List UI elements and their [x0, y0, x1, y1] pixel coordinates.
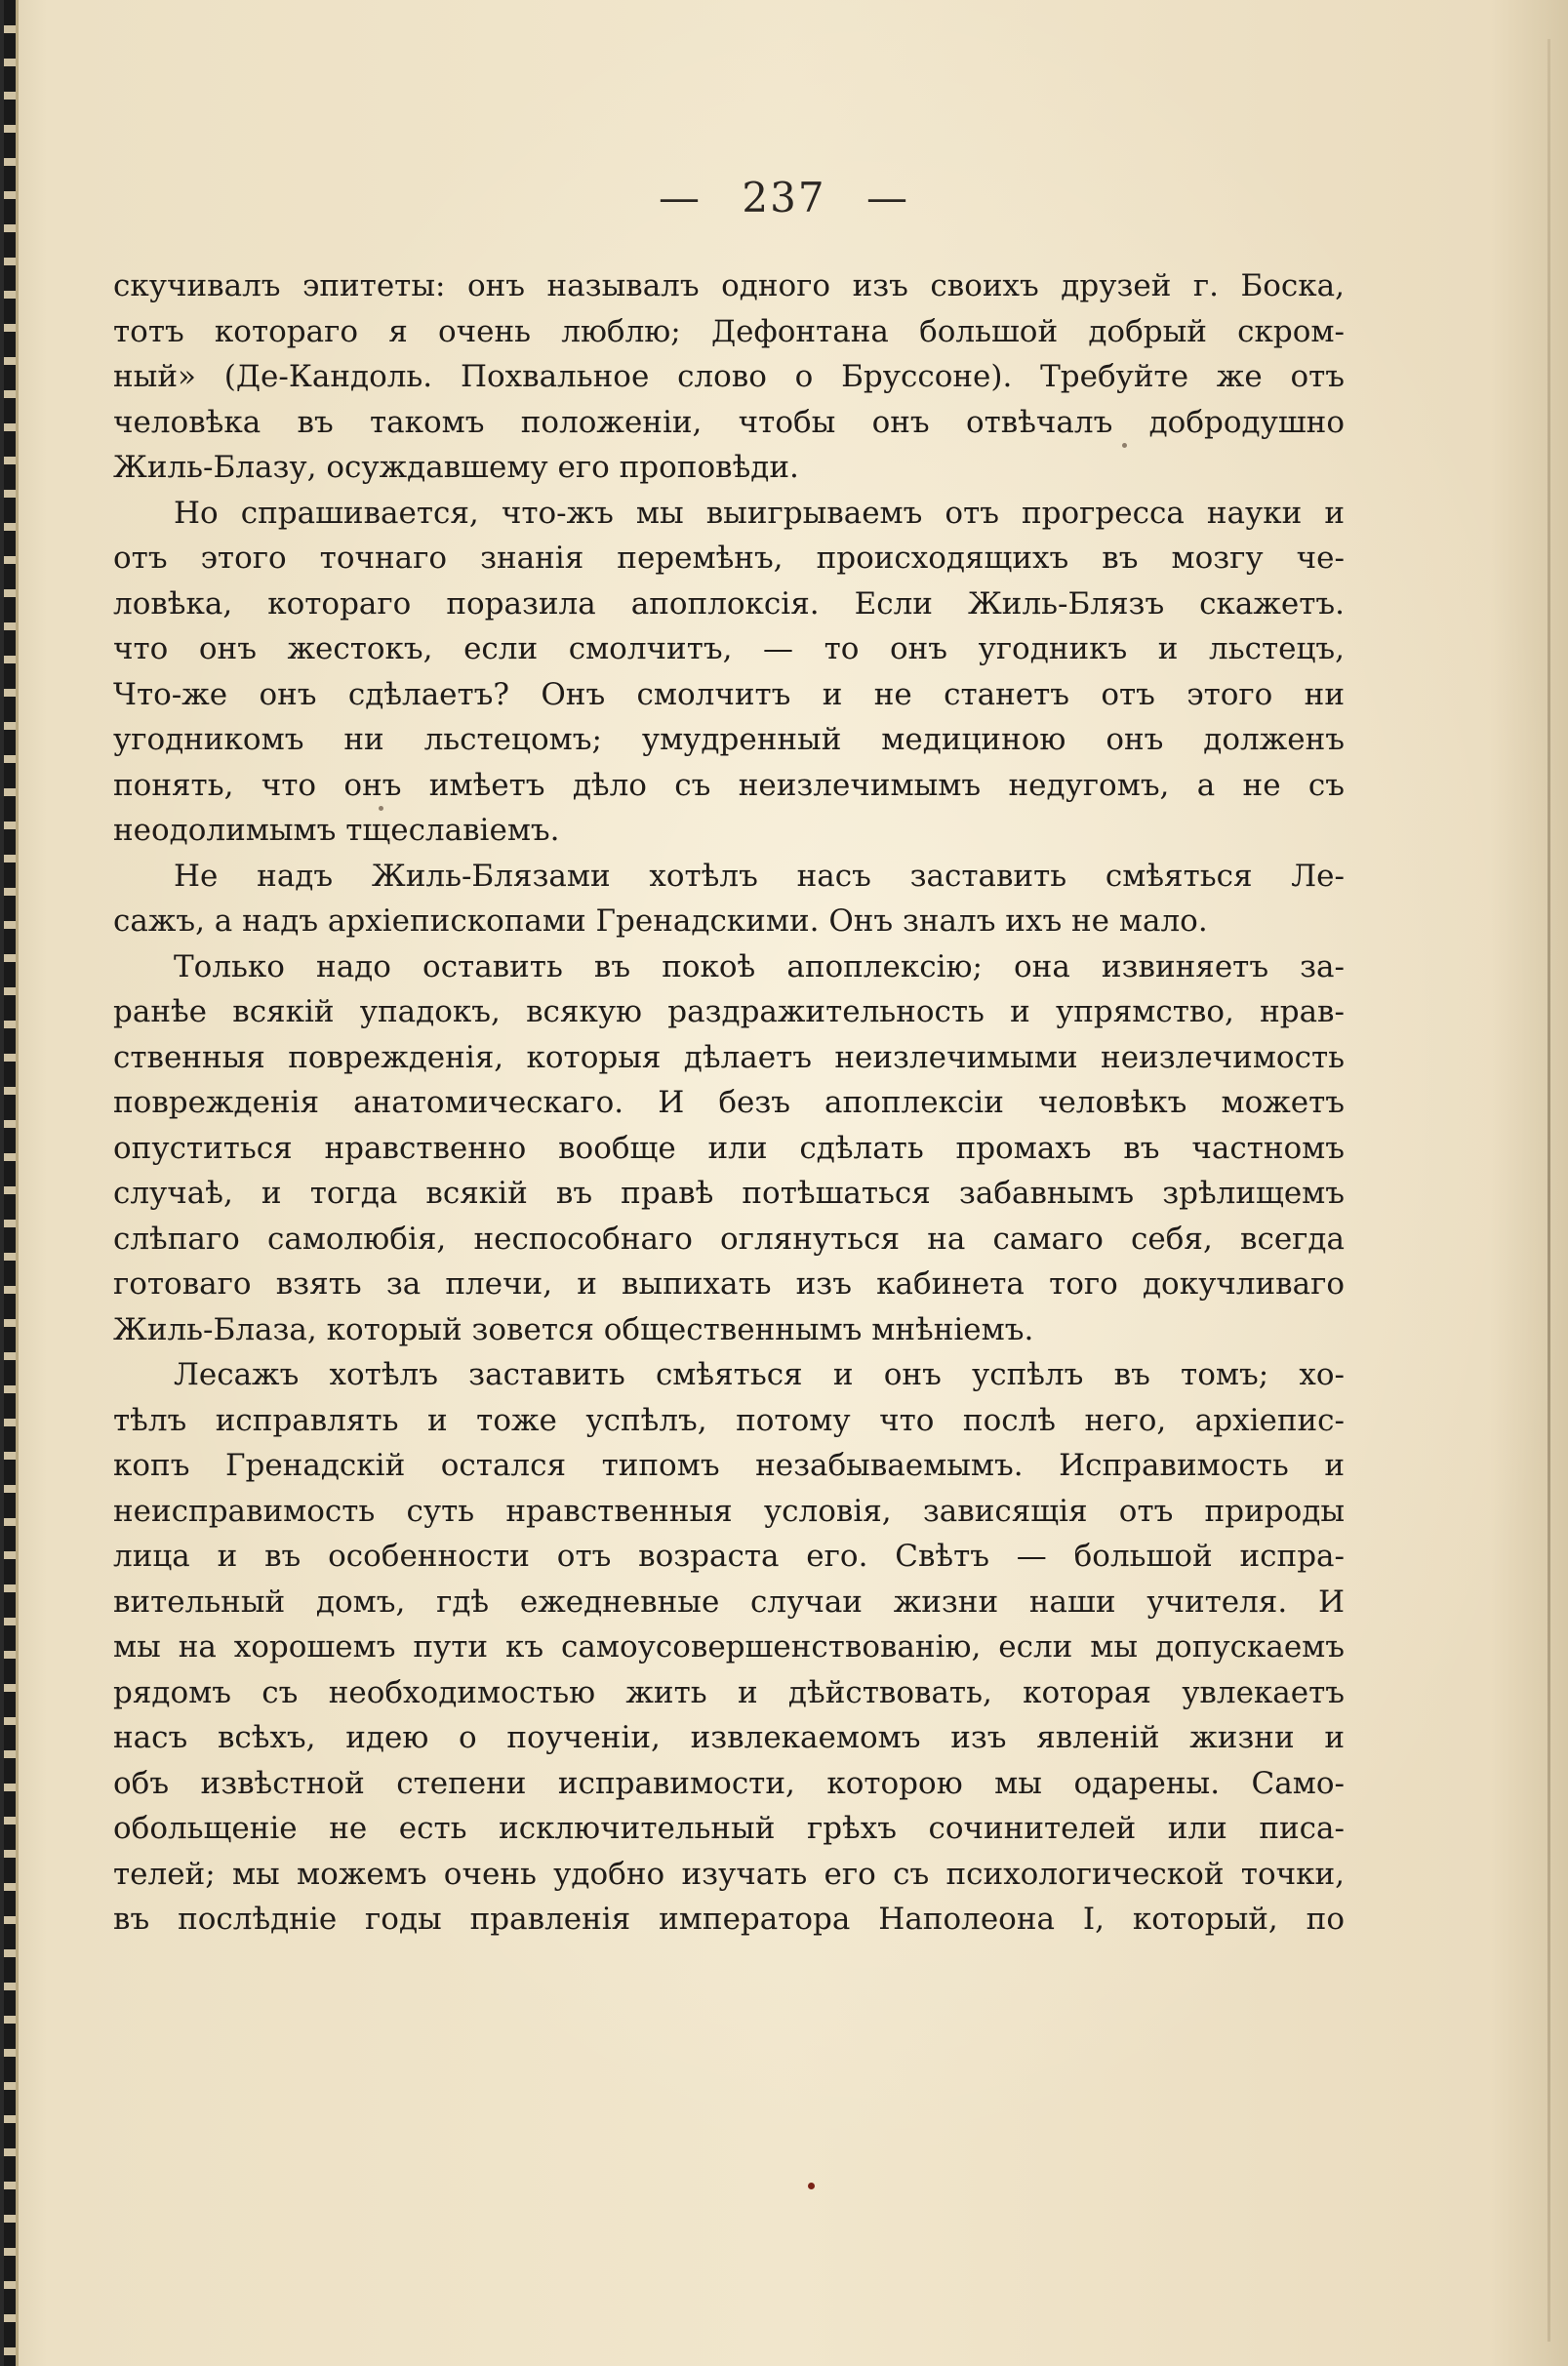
- header-right-dash: —: [865, 174, 909, 221]
- text-line: рядомъ съ необходимостью жить и дѣйствовать, которая увлекаетъ: [113, 1674, 1345, 1710]
- text-line: въ послѣдніе годы правленія императора Наполеона I, который, по: [113, 1902, 1345, 1937]
- text-line: мы на хорошемъ пути къ самоусовершенствованію, если мы допускаемъ: [113, 1629, 1345, 1664]
- text-line: ный» (Де-Кандоль. Похвальное слово о Бруссоне). Требуйте же отъ: [113, 359, 1345, 394]
- text-line: тотъ котораго я очень люблю; Дефонтана большой добрый скром-: [113, 313, 1345, 349]
- text-line: вительный домъ, гдѣ ежедневные случаи жизни наши учителя. И: [113, 1584, 1345, 1620]
- ink-spot: [808, 2183, 815, 2189]
- text-line: Лесажъ хотѣлъ заставить смѣяться и онъ успѣлъ въ томъ; хо-: [174, 1357, 1345, 1392]
- text-line: поврежденія анатомическаго. И безъ апоплексіи человѣкъ можетъ: [113, 1085, 1345, 1120]
- ink-speck: [379, 806, 383, 811]
- text-line: отъ этого точнаго знанія перемѣнъ, происходящихъ въ мозгу че-: [113, 541, 1345, 576]
- text-line: человѣка въ такомъ положеніи, чтобы онъ отвѣчалъ добродушно: [113, 404, 1345, 440]
- ink-speck: [1122, 443, 1127, 448]
- text-line: лица и въ особенности отъ возраста его. Свѣтъ — большой испра-: [113, 1539, 1345, 1574]
- body-text: [113, 263, 1345, 1943]
- text-line: ранѣе всякій упадокъ, всякую раздражительность и упрямство, нрав-: [113, 994, 1345, 1029]
- text-line: неисправимость суть нравственныя условія, зависящія отъ природы: [113, 1493, 1345, 1529]
- text-line: сажъ, а надъ архіепископами Гренадскими. Онъ зналъ ихъ не мало.: [113, 903, 1208, 939]
- text-line: ловѣка, котораго поразила апоплоксія. Если Жиль-Блязъ скажетъ.: [113, 585, 1345, 622]
- page-header: [0, 174, 1568, 221]
- text-line: ственныя поврежденія, которыя дѣлаетъ неизлечимыми неизлечимость: [113, 1039, 1345, 1075]
- text-line: случаѣ, и тогда всякій въ правѣ потѣшаться забавнымъ зрѣлищемъ: [113, 1176, 1345, 1211]
- text-line: телей; мы можемъ очень удобно изучать его съ психологической точки,: [113, 1856, 1345, 1892]
- text-line: Не надъ Жиль-Блязами хотѣлъ насъ заставить смѣяться Ле-: [174, 858, 1345, 894]
- header-left-dash: —: [659, 174, 703, 221]
- text-line: обольщеніе не есть исключительный грѣхъ сочинителей или писа-: [113, 1811, 1345, 1846]
- text-line: Жиль-Блазу, осуждавшему его проповѣди.: [113, 450, 799, 485]
- text-line: неодолимымъ тщеславіемъ.: [113, 813, 560, 848]
- text-line: объ извѣстной степени исправимости, которою мы одарены. Само-: [113, 1765, 1345, 1801]
- text-line: тѣлъ исправлять и тоже успѣлъ, потому что послѣ него, архіепис-: [113, 1402, 1345, 1438]
- text-line: Но спрашивается, что-жъ мы выигрываемъ отъ прогресса науки и: [174, 495, 1345, 531]
- text-line: насъ всѣхъ, идею о поученіи, извлекаемомъ изъ явленій жизни и: [113, 1720, 1345, 1755]
- text-line: опуститься нравственно вообще или сдѣлать промахъ въ частномъ: [113, 1130, 1345, 1166]
- page-edge-shadow: [1548, 39, 1550, 2342]
- text-line: Жиль-Блаза, который зовется общественнымъ мнѣніемъ.: [113, 1311, 1034, 1347]
- page-number: 237: [742, 174, 826, 221]
- text-line: угодникомъ ни льстецомъ; умудренный медициною онъ долженъ: [113, 722, 1345, 757]
- text-line: готоваго взять за плечи, и выпихать изъ кабинета того докучливаго: [113, 1266, 1345, 1302]
- text-line: Что-же онъ сдѣлаетъ? Онъ смолчитъ и не станетъ отъ этого ни: [113, 676, 1345, 712]
- text-line: скучивалъ эпитеты: онъ называлъ одного изъ своихъ друзей г. Боска,: [113, 268, 1345, 303]
- page-binding: [4, 0, 19, 2366]
- text-line: что онъ жестокъ, если смолчитъ, — то онъ угодникъ и льстецъ,: [113, 631, 1345, 666]
- text-line: Только надо оставить въ покоѣ апоплексію; она извиняетъ за-: [174, 948, 1345, 984]
- text-line: понять, что онъ имѣетъ дѣло съ неизлечимымъ недугомъ, а не съ: [113, 767, 1345, 803]
- text-line: копъ Гренадскій остался типомъ незабываемымъ. Исправимость и: [113, 1448, 1345, 1483]
- text-line: слѣпаго самолюбія, неспособнаго оглянуться на самаго себя, всегда: [113, 1221, 1345, 1257]
